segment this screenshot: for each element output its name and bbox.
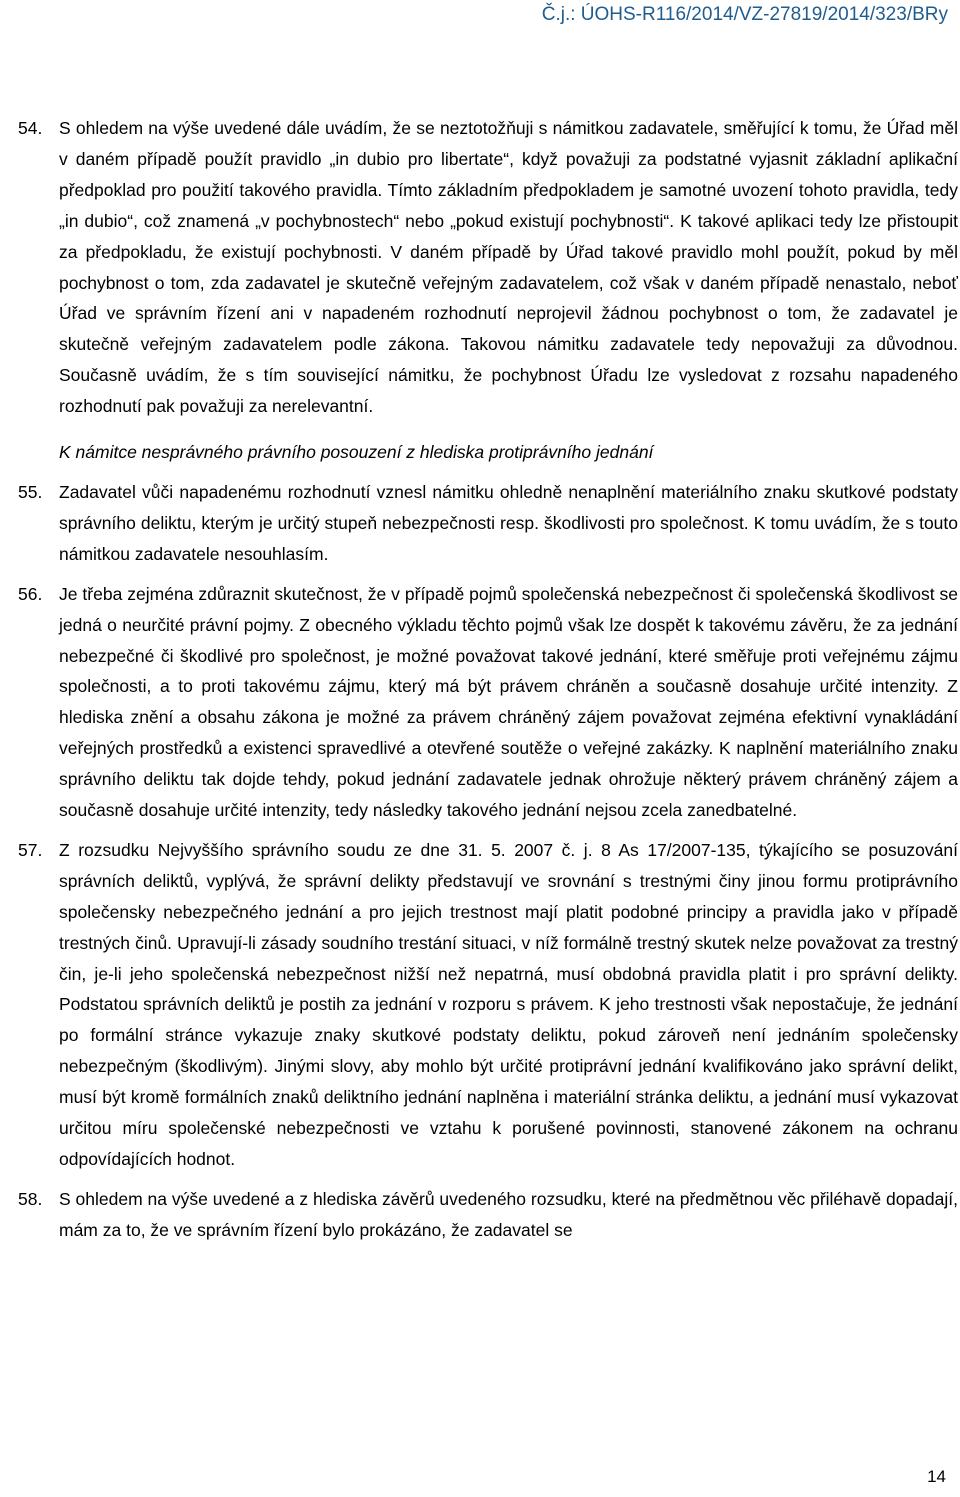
paragraph-58 [18,1184,958,1246]
paragraph-text: Z rozsudku Nejvyššího správního soudu ze dne 31. 5. 2007 č. j. 8 As 17/2007-135, týkajícího se posuzování správních deliktů, vyplývá, že správní delikty představují ve srovnání s trestnými činy jinou formu protiprávního společensky nebezpečného jednání a pro jejich trestnost mají platit podobné principy a pravidla jako v případě trestných činů. Upravují-li zásady soudního trestání situaci, v níž formálně trestný skutek nelze považovat za trestný čin, je-li jeho společenská nebezpečnost nižší než nepatrná, musí obdobná pravidla platit i pro správní delikty. Podstatou správních deliktů je postih za jednání v rozporu s právem. K jeho trestnosti však nepostačuje, že jednání po formální stránce vykazuje znaky skutkové podstaty deliktu, pokud zároveň není jednáním společensky nebezpečným (škodlivým). Jinými slovy, aby mohlo být určité protiprávní jednání kvalifikováno jako správní delikt, musí být kromě formálních znaků deliktního jednání naplněna i materiální stránka deliktu, a jednání musí vykazovat určitou míru společenské nebezpečnosti ve vztahu k porušené povinnosti, stanovené zákonem na ochranu odpovídajících hodnot. [59,839,958,1169]
section-subheading: K námitce nesprávného právního posouzení z hlediska protiprávního jednání [59,442,654,463]
paragraph-text: S ohledem na výše uvedené a z hlediska závěrů uvedeného rozsudku, které na předmětnou věc přiléhavě dopadají, mám za to, že ve správním řízení bylo prokázáno, že zadavatel se [59,1188,958,1240]
paragraph-text: Je třeba zejména zdůraznit skutečnost, že v případě pojmů společenská nebezpečnost či společenská škodlivost se jedná o neurčité právní pojmy. Z obecného výkladu těchto pojmů však lze dospět k takovému závěru, že za jednání nebezpečné či škodlivé pro společnost, je možné považovat takové jednání, které směřuje proti veřejnému zájmu společnosti, a to proti takovému zájmu, který má být právem chráněn a současně dosahuje určité intenzity. Z hlediska znění a obsahu zákona je možné za právem chráněný zájem považovat zejména efektivní vynakládání veřejných prostředků a existenci spravedlivé a otevřené soutěže o veřejné zakázky. K naplnění materiálního znaku správního deliktu tak dojde tehdy, pokud jednání zadavatele jednak ohrožuje některý právem chráněný zájem a současně dosahuje určité intenzity, tedy následky takového jednání nejsou zcela zanedbatelné. [59,583,958,821]
paragraph-number: 58. [18,1188,43,1209]
paragraph-number: 57. [18,839,43,860]
paragraph-text: Zadavatel vůči napadenému rozhodnutí vznesl námitku ohledně nenaplnění materiálního znaku skutkové podstaty správního deliktu, kterým je určitý stupeň nebezpečnosti resp. škodlivosti pro společnost. K tomu uvádím, že s touto námitkou zadavatele nesouhlasím. [59,481,958,564]
paragraph-number: 55. [18,481,43,502]
paragraph-number: 54. [18,118,43,138]
paragraph-text: S ohledem na výše uvedené dále uvádím, že se neztotožňuji s námitkou zadavatele, směřující k tomu, že Úřad měl v daném případě použít pravidlo „in dubio pro libertate“, když považuji za podstatné vyjasnit základní aplikační předpoklad pro použití takového pravidla. Tímto základním předpokladem je samotné uvození tohoto pravidla, tedy „in dubio“, což znamená „v pochybnostech“ nebo „pokud existují pochybnosti“. K takové aplikaci tedy lze přistoupit za předpokladu, že existují pochybnosti. V daném případě by Úřad takové pravidlo mohl použít, pokud by měl pochybnost o tom, zda zadavatel je skutečně veřejným zadavatelem, což však v daném případě nenastalo, neboť Úřad ve správním řízení ani v napadeném rozhodnutí neprojevil žádnou pochybnost o tom, že zadavatel je skutečně veřejným zadavatelem podle zákona. Takovou námitku zadavatele tedy nepovažuji za důvodnou. Současně uvádím, že s tím související námitku, že pochybnost Úřadu lze vysledovat z rozsahu napadeného rozhodnutí pak považuji za nerelevantní. [59,118,958,417]
document-reference-header: Č.j.: ÚOHS-R116/2014/VZ-27819/2014/323/BRy [541,4,948,25]
paragraph-number: 56. [18,583,43,604]
paragraph-55 [18,477,958,570]
page-number: 14 [927,1467,946,1486]
paragraph-54 [18,113,958,422]
paragraph-56 [18,579,958,826]
paragraph-57 [18,835,958,1175]
document-body [18,113,958,1246]
